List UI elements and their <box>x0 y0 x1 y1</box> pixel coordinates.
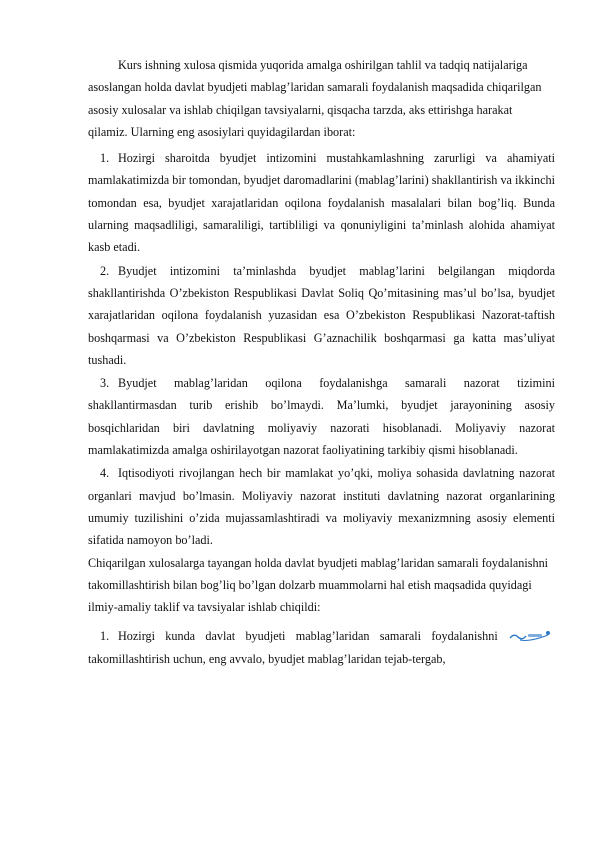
document-page <box>88 54 555 671</box>
list-text: Iqtisodiyoti rivojlangan hech bir mamlakat yo’qki, moliya sohasida davlatning nazorat organlari mavjud bo’lmasin. Moliyaviy nazorat instituti davlatning nazorat organlarining umumiy tuzilishini o’zida mujassamlashtiradi va moliyaviy mexanizmning asosiy elementi sifatida namoyon bo’ladi. <box>88 466 555 548</box>
list-text: takomillashtirish uchun, eng avvalo, byudjet mablag’laridan tejab-tergab, <box>88 651 446 666</box>
watermark-logo-icon <box>508 629 552 643</box>
list-number: 4. <box>100 466 110 481</box>
list-number: 1. <box>100 151 110 166</box>
intro-paragraph: Kurs ishning xulosa qismida yuqorida amalga oshirilgan tahlil va tadqiq natijalariga asoslangan holda davlat byudjeti mablag’laridan samarali foydalanish maqsadida chiqarilgan asosiy xulosalar va ishlab chiqilgan tavsiyalarni, qisqacha tarzda, aks ettirishga harakat qilamiz. Ularning eng asosiylari quyidagilardan iborat: <box>88 58 542 139</box>
list-item <box>88 625 555 670</box>
conclusions-list <box>88 147 555 551</box>
list-number: 1. <box>100 629 110 644</box>
proposals-list <box>88 625 555 670</box>
list-number: 2. <box>100 263 110 278</box>
list-text: Byudjet mablag’laridan oqilona foydalanishga samarali nazorat tizimini shakllantirmasdan turib erishib bo’lmaydi. Ma’lumki, byudjet jarayonining asosiy bosqichlaridan biri davlatning moliyaviy nazorati hisoblanadi. Moliyaviy nazorat mamlakatimizda amalga oshirilayotgan nazorat faoliyatining tarkibiy qismi hisoblanadi. <box>88 376 555 458</box>
list-item <box>88 260 555 371</box>
list-text: Hozirgi sharoitda byudjet intizomini mustahkamlashning zarurligi va ahamiyati mamlakatimizda bir tomondan, byudjet daromadlarini (mablag’larini) shakllantirish va ikkinchi tomondan esa, byudjet xarajatlaridan oqilona foydalanish masalalari bilan bog’liq. Bunda ularning maqsadliligi, samaraliligi, tartibliligi va qonuniyligini ta’minlash alohida ahamiyat kasb etadi. <box>88 151 555 255</box>
list-item <box>88 372 555 461</box>
list-text: Hozirgi kunda davlat byudjeti mablag’laridan samarali foydalanishni <box>118 629 498 644</box>
transition-paragraph: Chiqarilgan xulosalarga tayangan holda davlat byudjeti mablag’laridan samarali foydalanishni takomillashtirish bilan bog’liq bo’lgan dolzarb muammolarni hal etish maqsadida quyidagi ilmiy-amaliy taklif va tavsiyalar ishlab chiqildi: <box>88 555 549 615</box>
list-number: 3. <box>100 376 110 391</box>
list-item <box>88 147 555 258</box>
list-item <box>88 462 555 551</box>
list-text: Byudjet intizomini ta’minlashda byudjet mablag’larini belgilangan miqdorda shakllantirishda O’zbekiston Respublikasi Davlat Soliq Qo’mitasining mas’ul bo’lsa, byudjet xarajatlaridan oqilona foydalanish yuzasidan esa O’zbekiston Respublikasi Nazorat-taftish boshqarmasi va O’zbekiston Respublikasi G’aznachilik boshqarmasi ga katta mas’uliyat tushadi. <box>88 263 555 367</box>
